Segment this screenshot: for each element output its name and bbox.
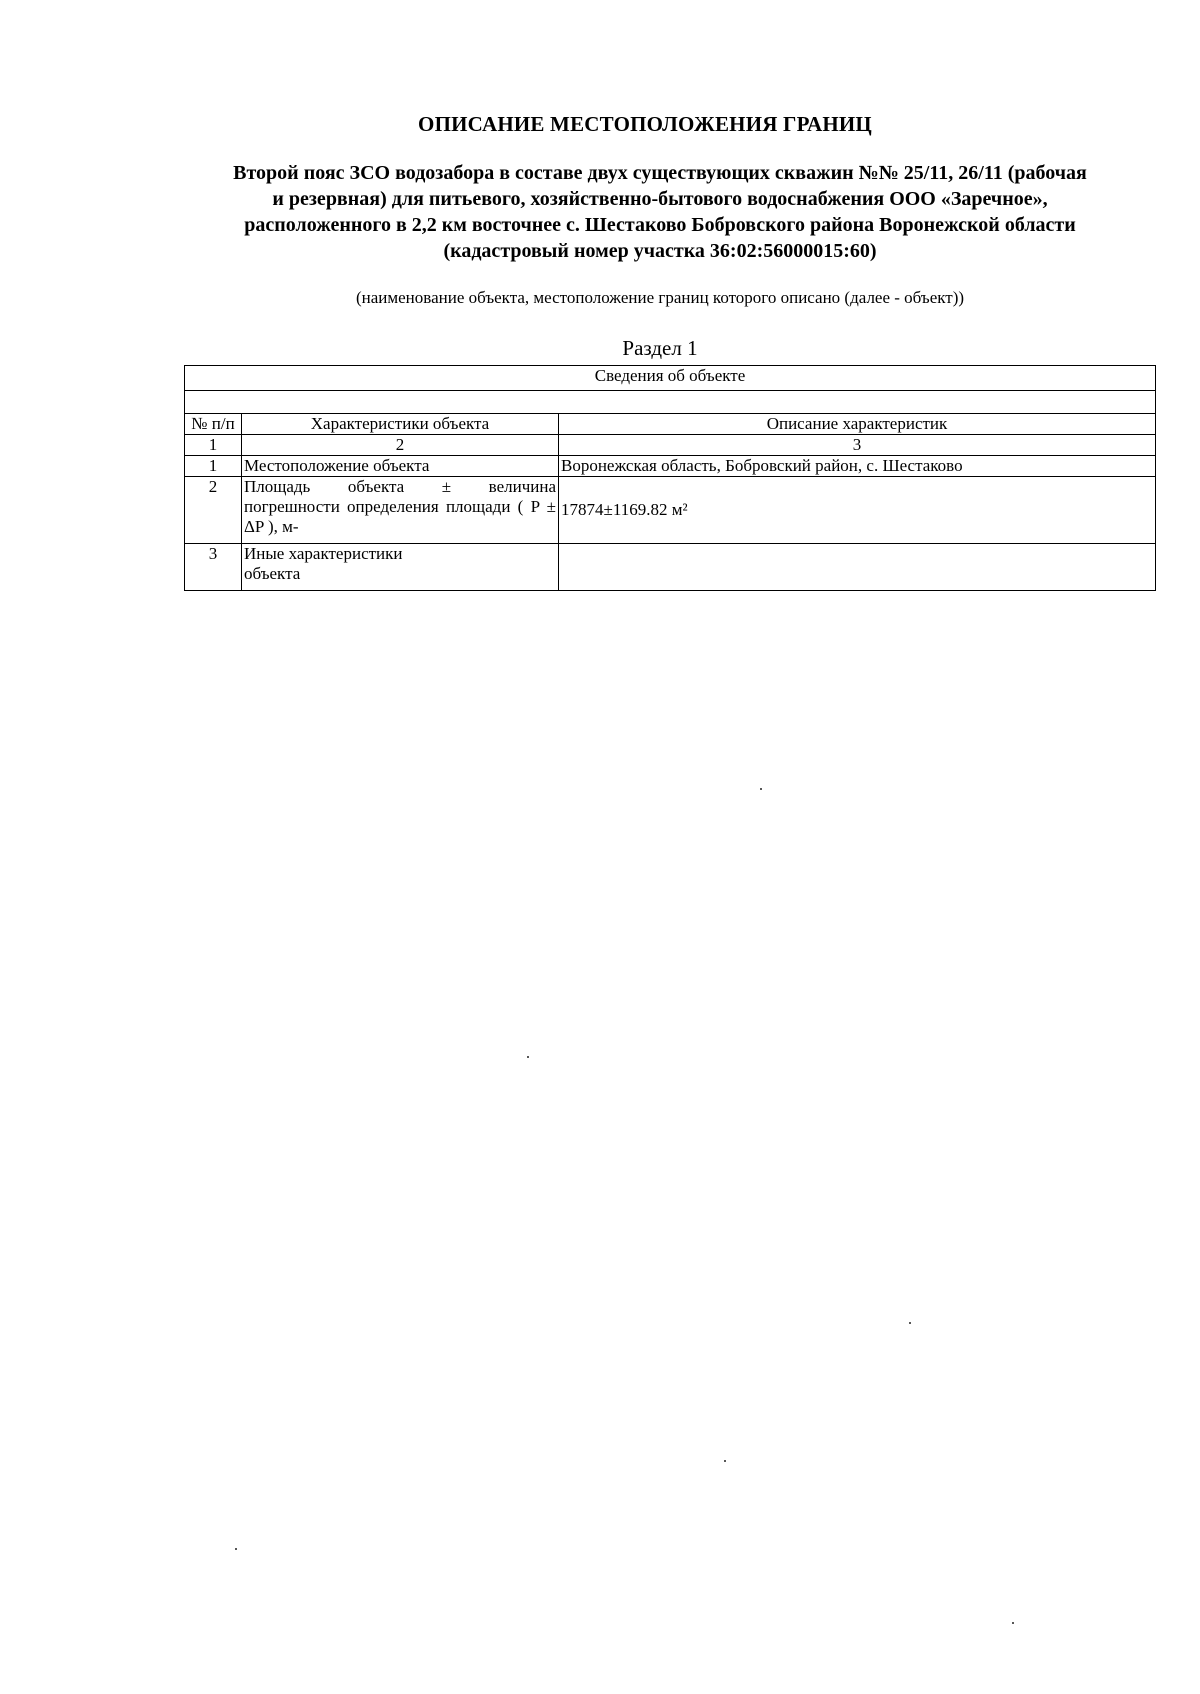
object-name-line: расположенного в 2,2 км восточнее с. Шестаково Бобровского района Воронежской области (244, 214, 1076, 236)
column-header-description: Описание характеристик (559, 414, 1156, 435)
object-name-line: (кадастровый номер участка 36:02:56000015:60) (443, 240, 877, 262)
object-name (180, 160, 1140, 264)
object-info-table (184, 365, 1156, 591)
scan-speck (527, 1056, 529, 1058)
object-name-line: и резервная) для питьевого, хозяйственно-бытового водоснабжения ООО «Заречное», (272, 188, 1048, 210)
table-row (185, 544, 1156, 591)
row-characteristic: Площадь объекта ± величина погрешности определения площади ( P ± ΔP ), м- (242, 477, 559, 544)
table-header-row (185, 414, 1156, 435)
row-characteristic: Местоположение объекта (242, 456, 559, 477)
row-description (559, 544, 1156, 591)
row-description: Воронежская область, Бобровский район, с. Шестаково (559, 456, 1156, 477)
table-spacer-cell (185, 391, 1156, 414)
object-name-line: Второй пояс ЗСО водозабора в составе двух существующих скважин №№ 25/11, 26/11 (рабочая (233, 162, 1087, 184)
table-heading-row (185, 366, 1156, 391)
column-header-characteristic: Характеристики объекта (242, 414, 559, 435)
table-column-numbers-row (185, 435, 1156, 456)
row-num: 2 (185, 477, 242, 544)
page-title: ОПИСАНИЕ МЕСТОПОЛОЖЕНИЯ ГРАНИЦ (418, 112, 872, 136)
scan-speck (1012, 1622, 1014, 1624)
table-row (185, 456, 1156, 477)
row-description: 17874±1169.82 м² (559, 477, 1156, 544)
column-number: 2 (242, 435, 559, 456)
table-row (185, 477, 1156, 544)
section-title: Раздел 1 (622, 336, 698, 360)
column-number: 1 (185, 435, 242, 456)
row-num: 1 (185, 456, 242, 477)
scan-speck (760, 788, 762, 790)
scan-speck (724, 1460, 726, 1462)
row-characteristic: Иные характеристики объекта (242, 544, 559, 591)
column-header-num: № п/п (185, 414, 242, 435)
scan-speck (909, 1322, 911, 1324)
column-number: 3 (559, 435, 1156, 456)
table-spacer-row (185, 391, 1156, 414)
row-num: 3 (185, 544, 242, 591)
table-heading: Сведения об объекте (185, 366, 1156, 391)
scan-speck (235, 1548, 237, 1550)
object-caption: (наименование объекта, местоположение границ которого описано (далее - объект)) (355, 288, 965, 307)
